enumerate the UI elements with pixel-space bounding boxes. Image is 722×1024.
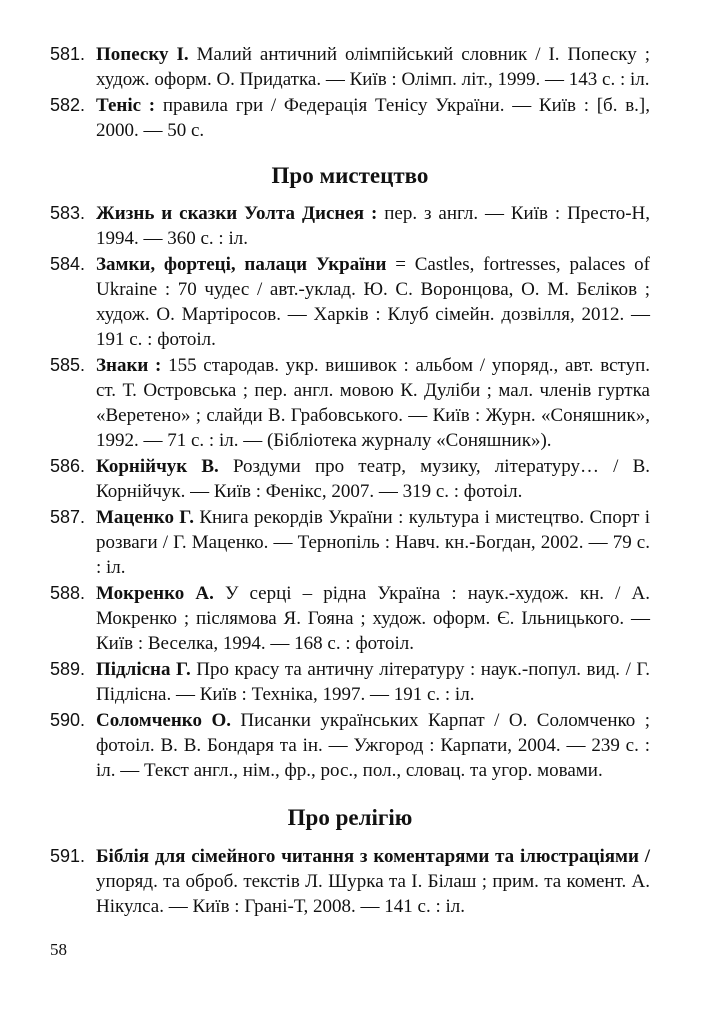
entry-number: 589. bbox=[50, 659, 86, 679]
entry-author-title: Знаки : bbox=[96, 355, 162, 376]
entry-details: = Castles, fortresses, palaces of Ukraine : 70 чудес / авт.-уклад. Ю. С. Воронцова, О. М. Бєліков ; худож. О. Мартіросов. — Харків : Клуб сімейн. дозвілля, 2012. — 191 с. : фотоіл. bbox=[96, 254, 650, 350]
section-heading: Про мистецтво bbox=[271, 163, 429, 188]
entry-number: 590. bbox=[50, 710, 86, 730]
entry-details: У серці – рідна Україна : наук.-худож. кн. / А. Мокренко ; післямова Я. Гояна ; худож. оформ. Є. Ільницького. — Київ : Веселка, 1994. — 168 с. : фотоіл. bbox=[96, 583, 650, 654]
bibliography-entry bbox=[50, 581, 650, 656]
entry-details: правила гри / Федерація Тенісу України. — Київ : [б. в.], 2000. — 50 с. bbox=[96, 95, 650, 141]
entry-number: 582. bbox=[50, 95, 86, 115]
entry-text bbox=[96, 93, 650, 143]
entry-text bbox=[96, 708, 650, 783]
entry-author-title: Замки, фортеці, палаци України bbox=[96, 254, 387, 275]
entry-author-title: Попеску І. bbox=[96, 44, 189, 65]
entry-details: Роздуми про театр, музику, літературу… / В. Корнійчук. — Київ : Фенікс, 2007. — 319 с. : фотоіл. bbox=[96, 456, 650, 502]
entry-details: Малий античний олімпійський словник / І. Попеску ; худож. оформ. О. Придатка. — Київ : Олімп. літ., 1999. — 143 с. : іл. bbox=[96, 44, 650, 90]
entry-text bbox=[96, 353, 650, 453]
bibliography-page bbox=[50, 42, 650, 920]
entry-details: Про красу та античну літературу : наук.-попул. вид. / Г. Підлісна. — Київ : Техніка, 1997. — 191 с. : іл. bbox=[96, 659, 650, 705]
bibliography-entry bbox=[50, 657, 650, 707]
entry-text bbox=[96, 201, 650, 251]
entry-number: 581. bbox=[50, 44, 86, 64]
entry-author-title: Підлісна Г. bbox=[96, 659, 191, 680]
entry-text bbox=[96, 581, 650, 656]
entry-number: 588. bbox=[50, 583, 86, 603]
bibliography-entry bbox=[50, 708, 650, 783]
section-heading: Про релігію bbox=[287, 805, 413, 830]
entry-number: 586. bbox=[50, 456, 86, 476]
entry-number: 591. bbox=[50, 846, 86, 866]
entry-number: 587. bbox=[50, 507, 86, 527]
bibliography-entry bbox=[50, 844, 650, 919]
entry-number: 583. bbox=[50, 203, 86, 223]
entry-number: 584. bbox=[50, 254, 86, 274]
bibliography-entry bbox=[50, 252, 650, 352]
entry-number: 585. bbox=[50, 355, 86, 375]
page-number: 58 bbox=[50, 940, 67, 959]
entry-author-title: Біблія для сімейного читання з коментарями та ілюстраціями / bbox=[96, 846, 650, 867]
entry-author-title: Корнійчук В. bbox=[96, 456, 219, 477]
entry-details: пер. з англ. — Київ : Престо-Н, 1994. — 360 с. : іл. bbox=[96, 203, 650, 249]
entry-details: Книга рекордів України : культура і мистецтво. Спорт і розваги / Г. Маценко. — Тернопіль : Навч. кн.-Богдан, 2002. — 79 с. : іл. bbox=[96, 507, 651, 578]
entry-details: Писанки українських Карпат / О. Соломченко ; фотоіл. В. В. Бондаря та ін. — Ужгород : Карпати, 2004. — 239 с. : іл. — Текст англ., нім., фр., рос., пол., словац. та угор. мовами. bbox=[96, 710, 650, 781]
bibliography-entry bbox=[50, 505, 650, 580]
entry-author-title: Соломченко О. bbox=[96, 710, 231, 731]
entry-author-title: Маценко Г. bbox=[96, 507, 195, 528]
entry-details: 155 стародав. укр. вишивок : альбом / упоряд., авт. вступ. ст. Т. Островська ; пер. англ. мовою К. Дуліби ; мал. членів гуртка «Веретено» ; слайди В. Грабовського. — Київ : Журн. «Соняшник», 1992. — 71 с. : іл. — (Бібліотека журналу «Соняшник»). bbox=[96, 355, 650, 451]
entry-text bbox=[96, 505, 650, 580]
bibliography-entry bbox=[50, 454, 650, 504]
bibliography-entry bbox=[50, 93, 650, 143]
entry-author-title: Жизнь и сказки Уолта Диснея : bbox=[96, 203, 378, 224]
entry-text bbox=[96, 252, 650, 352]
entry-text bbox=[96, 844, 650, 919]
bibliography-entry bbox=[50, 42, 650, 92]
entry-text bbox=[96, 454, 650, 504]
bibliography-entry bbox=[50, 353, 650, 453]
entry-author-title: Теніс : bbox=[96, 95, 156, 116]
entry-text bbox=[96, 42, 650, 92]
entry-text bbox=[96, 657, 650, 707]
entry-details: упоряд. та оброб. текстів Л. Шурка та І. Білаш ; прим. та комент. А. Нікулса. — Київ : Грані-Т, 2008. — 141 с. : іл. bbox=[96, 871, 650, 917]
entry-author-title: Мокренко А. bbox=[96, 583, 214, 604]
bibliography-entry bbox=[50, 201, 650, 251]
